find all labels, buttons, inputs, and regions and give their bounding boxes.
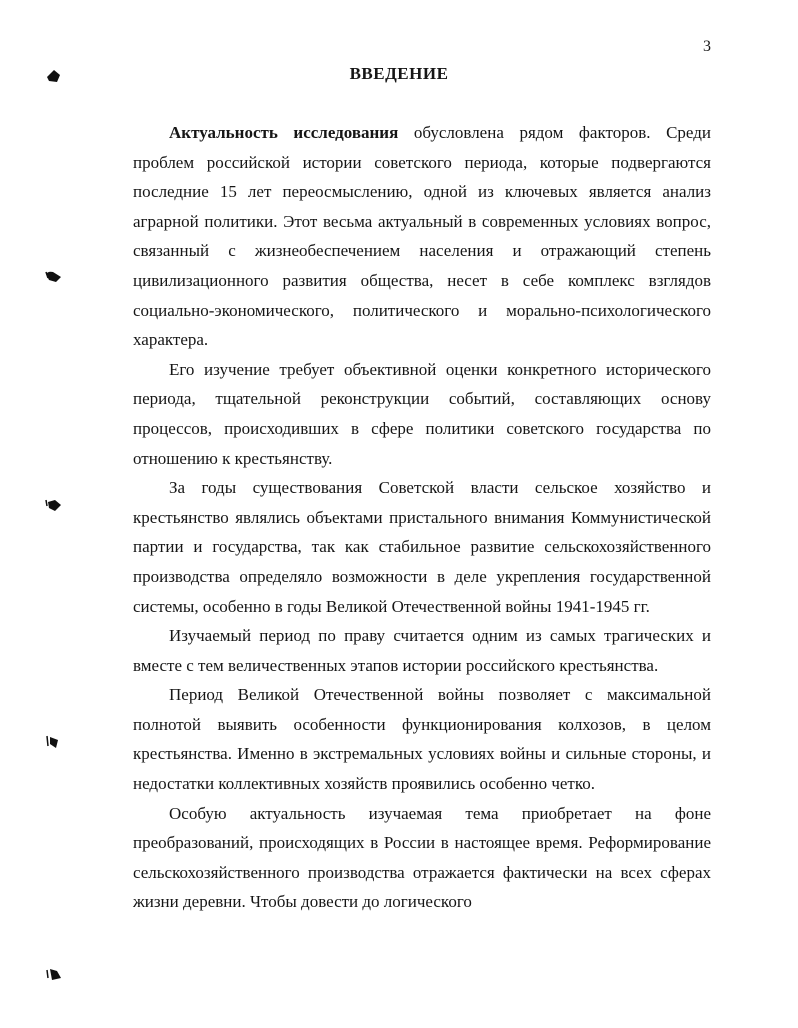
paragraph-lead: Актуальность исследования — [169, 123, 399, 142]
scan-mark-icon — [44, 734, 64, 750]
document-body — [133, 118, 711, 917]
scan-mark-icon — [44, 966, 64, 982]
scan-mark-icon — [44, 68, 64, 84]
paragraph: За годы существования Советской власти сельское хозяйство и крестьянство являлись объектами пристального внимания Коммунистической партии и государства, так как стабильное развитие сельскохозяйственного производства определяло возможности в деле укрепления государственной системы, особенно в годы Великой Отечественной войны 1941-1945 гг. — [133, 478, 711, 616]
page-number: 3 — [703, 38, 711, 55]
paragraph-text: обусловлена рядом факторов. Среди проблем российской истории советского периода, которые подвергаются последние 15 лет переосмыслению, одной из ключевых является анализ аграрной политики. Этот весьма актуальный в современных условиях вопрос, связанный с жизнеобеспечением населения и отражающий степень цивилизационного развития общества, несет в себе комплекс взглядов социально-экономического, политического и морально-психологического характера. — [133, 123, 711, 350]
paragraph: Его изучение требует объективной оценки конкретного исторического периода, тщательной реконструкции событий, составляющих основу процессов, происходивших в сфере политики советского государства по отношению к крестьянству. — [133, 359, 711, 468]
scan-mark-icon — [44, 268, 64, 284]
page-title: ВВЕДЕНИЕ — [349, 64, 449, 83]
paragraph: Особую актуальность изучаемая тема приобретает на фоне преобразований, происходящих в России в настоящее время. Реформирование сельскохозяйственного производства отражается фактически на всех сферах жизни деревни. Чтобы довести до логического — [133, 803, 711, 912]
paragraph: Период Великой Отечественной войны позволяет с максимальной полнотой выявить особенности функционирования колхозов, в целом крестьянства. Именно в экстремальных условиях войны и сильные стороны, и недостатки коллективных хозяйств проявились особенно четко. — [133, 685, 711, 794]
paragraph: Изучаемый период по праву считается одним из самых трагических и вместе с тем величественных этапов истории российского крестьянства. — [133, 626, 711, 675]
scan-mark-icon — [44, 497, 64, 513]
paragraph — [133, 118, 711, 355]
